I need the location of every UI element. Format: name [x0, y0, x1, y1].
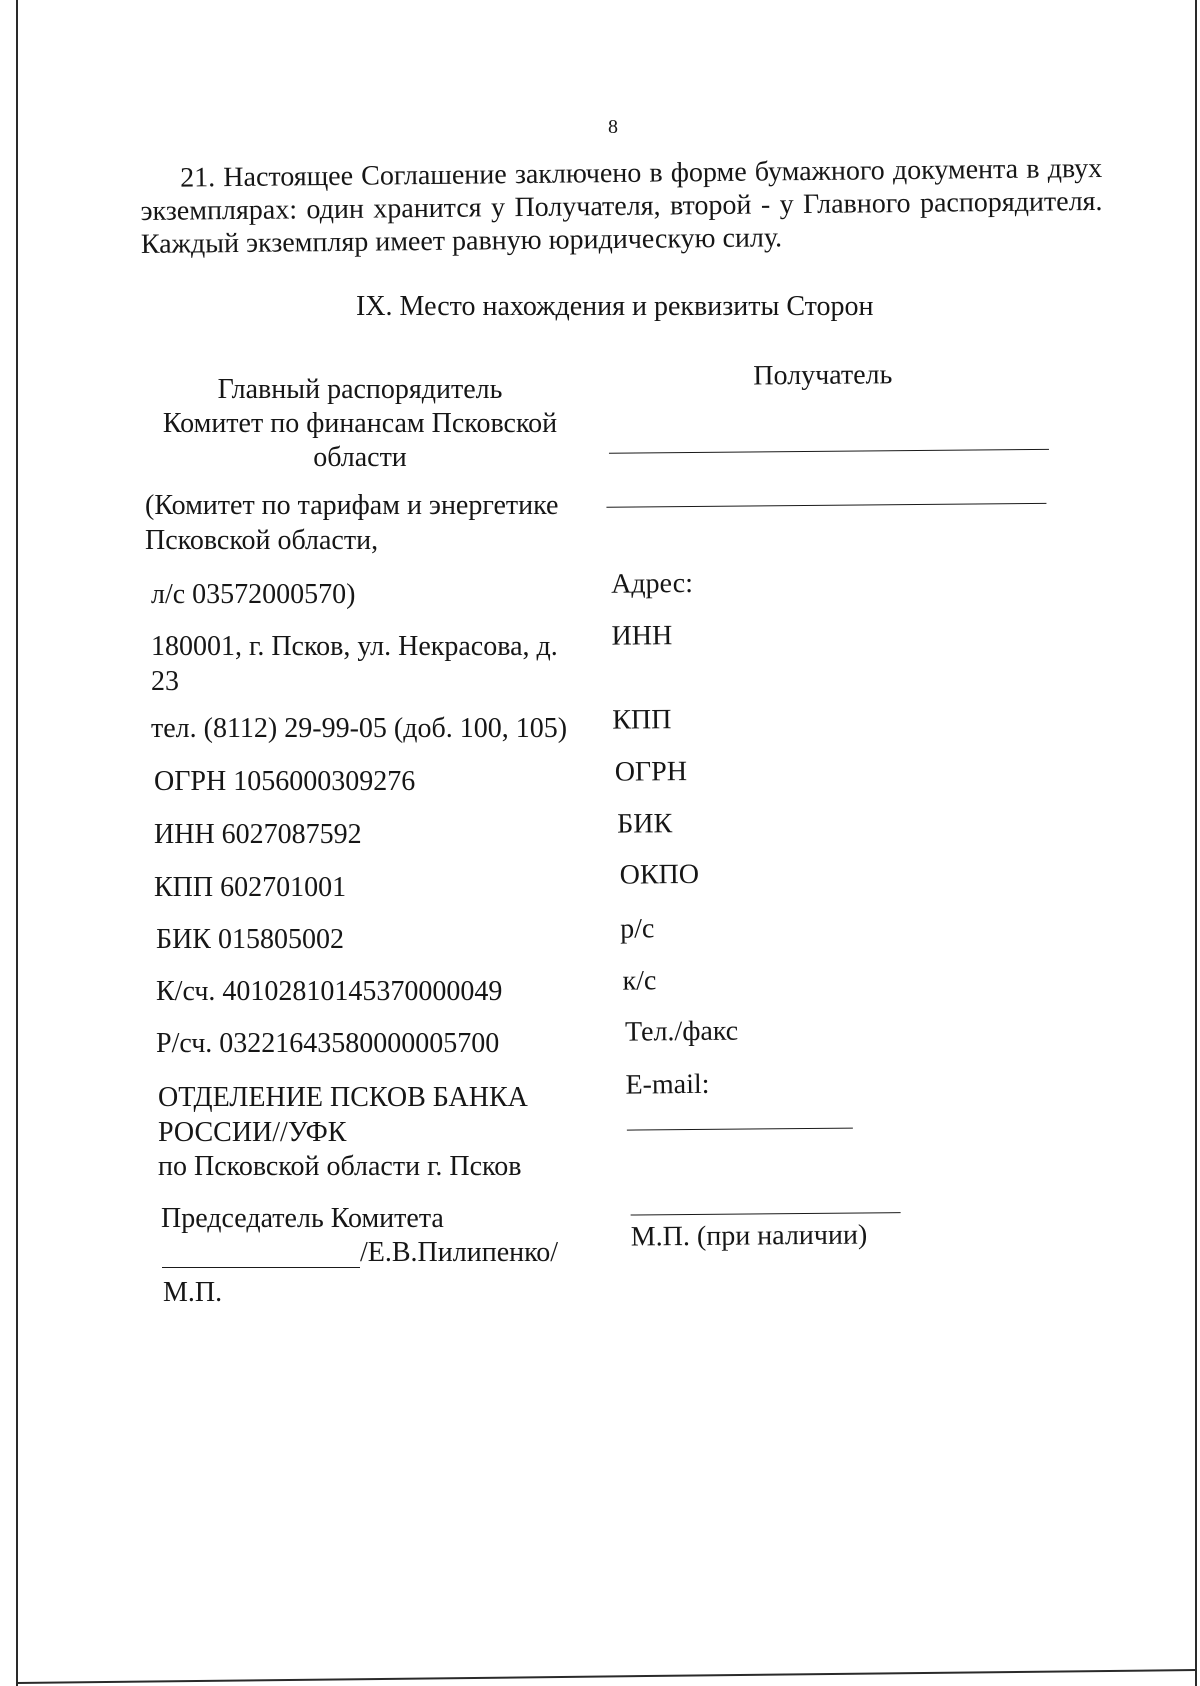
left-heading-line2: Комитет по финансам Псковской [162, 408, 558, 439]
address-line2: 23 [151, 666, 179, 697]
recipient-phone-fax-label: Тел./факс [624, 1015, 739, 1048]
left-heading [140, 373, 580, 475]
recipient-ogrn-label: ОГРН [614, 756, 688, 788]
settlement-account: Р/сч. 03221643580000005700 [156, 1028, 500, 1059]
recipient-kpp-label: КПП [612, 704, 672, 736]
section-title: IX. Место нахождения и реквизиты Сторон [356, 291, 874, 322]
recipient-inn-label: ИНН [611, 620, 673, 652]
recipient-rs-label: р/с [619, 913, 655, 945]
committee-line2: Псковской области, [145, 525, 379, 556]
bank-line3: по Псковской области г. Псков [158, 1151, 522, 1182]
recipient-name-line2 [606, 503, 1046, 508]
chairman-title: Председатель Комитета [161, 1203, 444, 1234]
recipient-email-line [627, 1128, 853, 1131]
chairman-signature-line [162, 1267, 360, 1268]
personal-account: л/с 03572000570) [151, 579, 356, 610]
recipient-heading: Получатель [753, 359, 893, 392]
bank-line2: РОССИИ//УФК [158, 1117, 347, 1148]
inn: ИНН 6027087592 [154, 819, 362, 850]
bik: БИК 015805002 [156, 924, 344, 955]
recipient-bik-label: БИК [617, 808, 673, 840]
kpp: КПП 602701001 [154, 872, 347, 903]
left-stamp: М.П. [163, 1277, 223, 1308]
bank-line1: ОТДЕЛЕНИЕ ПСКОВ БАНКА [158, 1082, 528, 1113]
recipient-name-line1 [609, 449, 1049, 454]
page-number: 8 [608, 116, 618, 138]
recipient-stamp: М.П. (при наличии) [630, 1219, 868, 1253]
committee-line1: (Комитет по тарифам и энергетике [145, 490, 559, 521]
left-heading-line3: области [313, 442, 407, 473]
recipient-address-label: Адрес: [610, 567, 694, 600]
phone: тел. (8112) 29-99-05 (доб. 100, 105) [151, 713, 568, 744]
recipient-email-label: E-mail: [625, 1068, 710, 1101]
address-line1: 180001, г. Псков, ул. Некрасова, д. [151, 631, 558, 662]
recipient-ks-label: к/с [622, 965, 657, 997]
paragraph-21: 21. Настоящее Соглашение заключено в форме бумажного документа в двух экземплярах: один хранится у Получателя, второй - у Главного распорядителя. Каждый экземпляр имеет равную юридическую силу. [140, 152, 1103, 260]
left-heading-line1: Главный распорядитель [217, 374, 503, 405]
ogrn: ОГРН 1056000309276 [154, 766, 416, 797]
correspondent-account: К/сч. 40102810145370000049 [156, 976, 503, 1007]
recipient-okpo-label: ОКПО [619, 858, 700, 891]
chairman-name: /Е.В.Пилипенко/ [360, 1237, 559, 1268]
recipient-signature-line [631, 1212, 901, 1215]
